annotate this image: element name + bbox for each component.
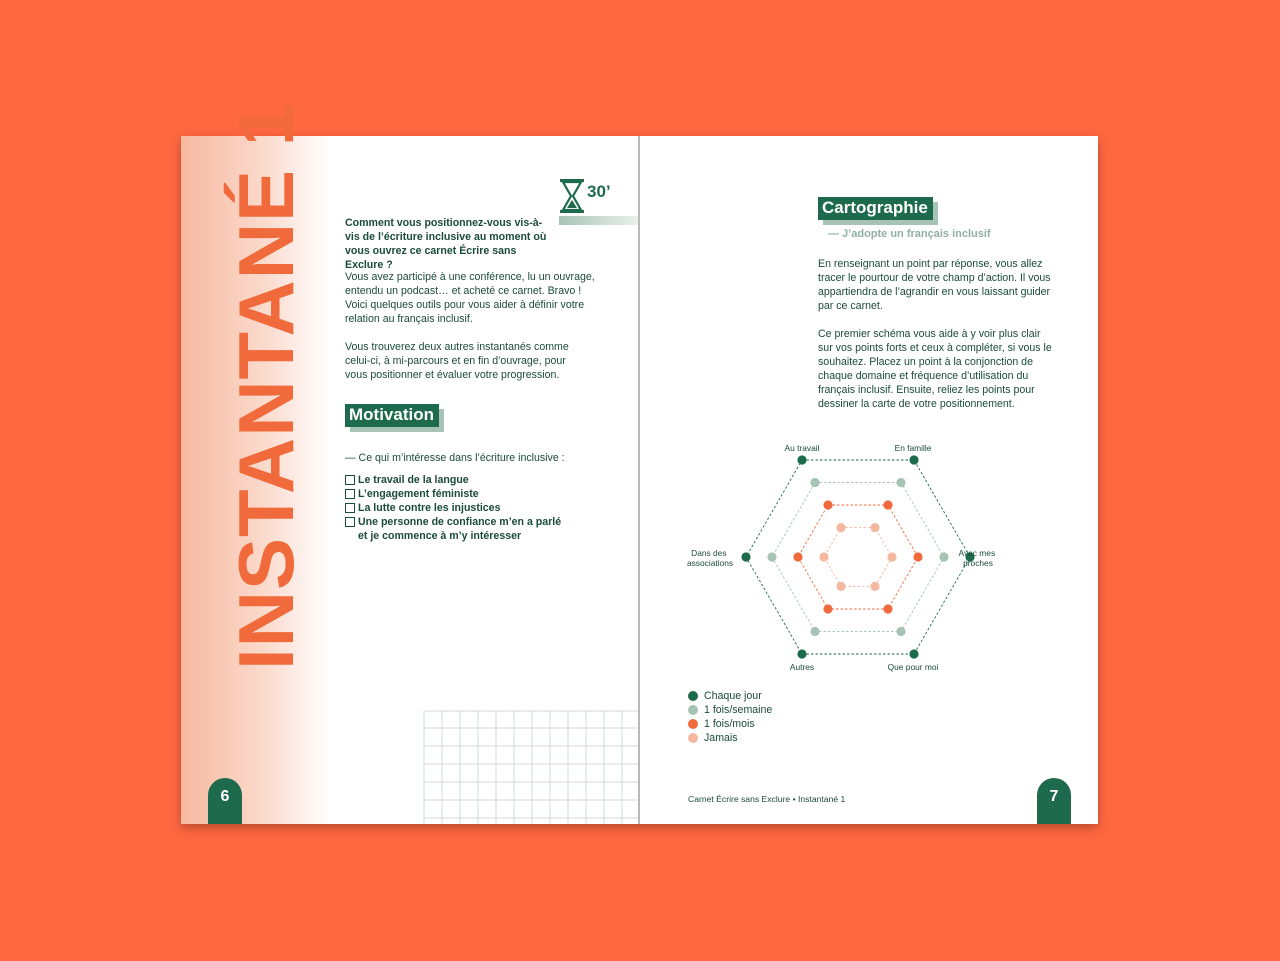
checklist-item[interactable]: Le travail de la langue [345,473,561,487]
motivation-checklist [345,473,561,543]
checklist-item[interactable]: La lutte contre les injustices [345,501,561,515]
radar-point-que-pour-moi-level-3[interactable] [870,582,879,591]
axis-label-avec-mes-proches: Avec mes proches [958,548,996,568]
radar-point-au-travail-level-1[interactable] [810,478,819,487]
legend-item-1-fois-semaine: 1 fois/semaine [688,703,772,717]
timer-bar [559,216,639,225]
checkbox[interactable] [345,489,355,499]
intro-paragraph-1: Vous avez participé à une conférence, lu un ouvrage, entendu un podcast… et acheté ce carnet. Bravo ! Voici quelques outils pour vous aider à définir votre relation au français inclusif. [345,271,595,325]
axis-label-au-travail: Au travail [784,443,820,453]
vertical-title: INSTANTANÉ 1 [222,101,310,670]
radar-point-dans-des-associations-level-3[interactable] [819,552,828,561]
notes-grid [424,711,639,824]
radar-point-dans-des-associations-level-2[interactable] [793,552,802,561]
checkbox[interactable] [345,503,355,513]
timer-label: 30’ [587,182,611,201]
checkbox[interactable] [345,517,355,527]
intro-paragraph-2: Vous trouverez deux autres instantanés comme celui-ci, à mi-parcours et en fin d’ouvrage, pour vous positionner et évaluer votre progression. [345,341,569,381]
legend-dot [688,691,698,701]
left-page [181,101,639,824]
axis-label-que-pour-moi: Que pour moi [887,662,939,672]
booklet-spread [181,101,1098,824]
legend-item-chaque-jour: Chaque jour [688,689,772,703]
cartographie-paragraph-1: En renseignant un point par réponse, vous allez tracer le pourtour de votre champ d’action. Il vous appartiendra de l’agrandir en vous laissant guider par ce carnet. [818,258,1051,312]
radar-point-en-famille-level-1[interactable] [896,478,905,487]
radar-point-au-travail-level-0[interactable] [797,455,806,464]
page-number-left: 6 [208,778,242,824]
cartographie-subtitle: — J’adopte un français inclusif [828,228,991,240]
axis-label-autres: Autres [789,662,815,672]
radar-point-avec-mes-proches-level-1[interactable] [939,552,948,561]
timer [557,176,639,228]
checklist-item[interactable]: Une personne de confiance m’en a parlé [345,515,561,529]
hourglass-icon [559,178,585,214]
radar-point-autres-level-3[interactable] [836,582,845,591]
checkbox[interactable] [345,475,355,485]
radar-point-en-famille-level-0[interactable] [909,455,918,464]
page-number-right: 7 [1037,778,1071,824]
radar-point-au-travail-level-2[interactable] [823,500,832,509]
radar-point-avec-mes-proches-level-2[interactable] [913,552,922,561]
cartographie-paragraph-2: Ce premier schéma vous aide à y voir plus clair sur vos points forts et ceux à compléter, si vous le souhaitez. Placez un point à la conjonction de chaque domaine et fréquence d’utilisation du français inclusif. Ensuite, reliez les points pour dessiner la carte de votre positionnement. [818,328,1052,410]
intro-question: Comment vous positionnez-vous vis-à-vis de l’écriture inclusive au moment où vous ouvrez ce carnet Écrire sans Exclure ? [345,217,547,271]
radar-point-autres-level-2[interactable] [823,604,832,613]
legend-item-1-fois-mois: 1 fois/mois [688,717,772,731]
radar-point-que-pour-moi-level-0[interactable] [909,649,918,658]
cartographie-title: Cartographie [818,197,933,220]
motivation-prompt: — Ce qui m’intéresse dans l’écriture inclusive : [345,452,565,464]
legend-dot [688,705,698,715]
radar-chart [686,436,1008,676]
legend-item-jamais: Jamais [688,731,772,745]
radar-point-que-pour-moi-level-2[interactable] [883,604,892,613]
radar-legend [688,689,772,745]
radar-point-que-pour-moi-level-1[interactable] [896,627,905,636]
radar-point-autres-level-0[interactable] [797,649,806,658]
radar-ring-level-0 [746,460,970,654]
radar-point-en-famille-level-3[interactable] [870,523,879,532]
checklist-item[interactable]: L’engagement féministe [345,487,561,501]
radar-point-au-travail-level-3[interactable] [836,523,845,532]
right-page [640,136,1098,824]
radar-ring-level-3 [824,528,892,587]
radar-point-avec-mes-proches-level-3[interactable] [887,552,896,561]
legend-dot [688,719,698,729]
legend-dot [688,733,698,743]
radar-ring-level-2 [798,505,918,609]
motivation-title: Motivation [345,404,439,427]
radar-point-dans-des-associations-level-1[interactable] [767,552,776,561]
axis-label-en-famille: En famille [894,443,932,453]
axis-label-dans-des-associations: Dans des associations [686,548,734,568]
radar-point-en-famille-level-2[interactable] [883,500,892,509]
radar-point-autres-level-1[interactable] [810,627,819,636]
page-footer: Carnet Écrire sans Exclure • Instantané 1 [688,794,846,804]
checklist-item-continuation: et je commence à m’y intéresser [358,530,522,542]
radar-point-dans-des-associations-level-0[interactable] [741,552,750,561]
